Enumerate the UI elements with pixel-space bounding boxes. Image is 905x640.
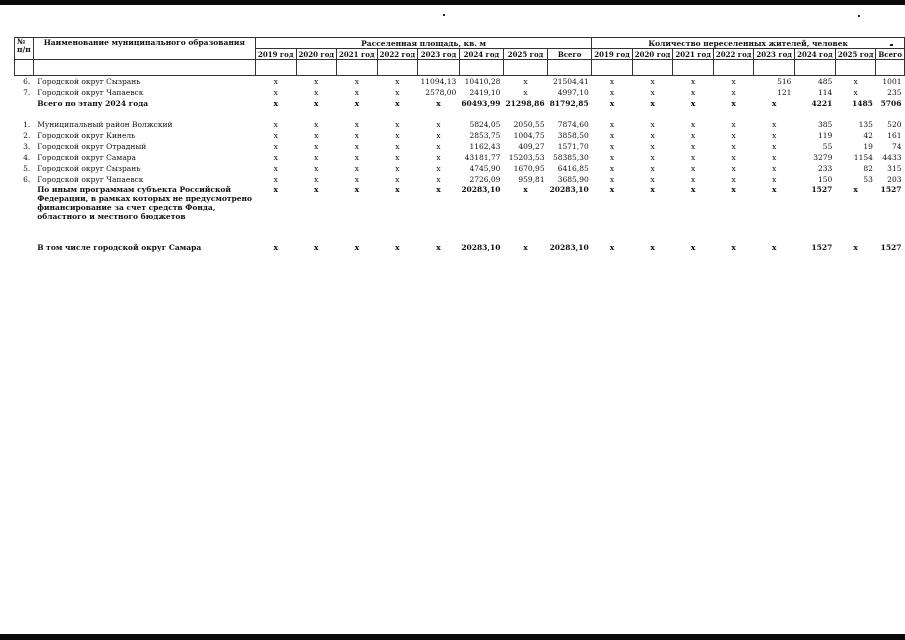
cell-area: 2050,55 [513, 120, 545, 129]
cell-area: х [395, 88, 400, 97]
cell-area: х [436, 185, 441, 194]
header-spacer-cell [754, 60, 795, 76]
cell-people: х [690, 142, 696, 151]
cell-people: х [731, 153, 736, 162]
scan-speck [858, 15, 860, 17]
cell-area: 6416,85 [557, 164, 589, 173]
cell-area: х [395, 185, 400, 194]
cell-area: 1571,70 [557, 142, 589, 151]
cell-people: х [609, 99, 615, 108]
row-municipality-name: Всего по этапу 2024 года [37, 99, 149, 108]
cell-people: х [650, 142, 655, 151]
resettlement-table [14, 37, 905, 253]
header-people-year: Всего [876, 49, 905, 60]
cell-people: х [731, 99, 736, 108]
cell-people: х [609, 77, 615, 86]
header-area-year: 2025 год [503, 49, 547, 60]
cell-people: х [650, 88, 655, 97]
cell-people: х [609, 131, 615, 140]
cell-people: 485 [818, 77, 833, 86]
header-spacer-cell [632, 60, 673, 76]
cell-area: х [314, 131, 319, 140]
header-spacer-cell [503, 60, 547, 76]
cell-area: х [314, 175, 319, 184]
cell-area: х [354, 77, 359, 86]
row-number [15, 98, 34, 109]
cell-people: х [772, 153, 777, 162]
cell-area: х [273, 164, 278, 173]
header-municipality: Наименование муниципального образования [33, 38, 255, 60]
cell-people: 5706 [880, 99, 902, 108]
row-municipality-name: Городской округ Сызрань [37, 77, 141, 86]
cell-people: х [650, 153, 655, 162]
cell-area: 3858,50 [557, 131, 589, 140]
cell-area: х [273, 175, 278, 184]
cell-people: 42 [863, 131, 873, 140]
cell-area: х [273, 185, 278, 194]
cell-area: 3685,90 [557, 175, 589, 184]
row-municipality-name: По иным программам субъекта Российской Федерации, в рамках которых не предусмотрено финансирование за счет средств Фонда, областного и местного бюджетов [37, 185, 252, 221]
cell-people: х [650, 77, 655, 86]
header-area-group: Расселенная площадь, кв. м [255, 38, 591, 49]
row-municipality-name: Городской округ Сызрань [37, 164, 141, 173]
cell-area: 81792,85 [549, 99, 589, 108]
cell-people: 135 [858, 120, 873, 129]
cell-area: х [273, 99, 278, 108]
cell-area: х [436, 242, 441, 252]
cell-area: 2853,75 [469, 131, 501, 140]
table-row [15, 152, 905, 163]
header-spacer-cell [15, 60, 34, 76]
header-people-year: 2019 год [592, 49, 633, 60]
row-municipality-name: Городской округ Чапаевск [37, 175, 144, 184]
cell-people: 315 [887, 164, 902, 173]
header-spacer-row [15, 60, 905, 76]
cell-people: х [772, 142, 777, 151]
header-area-year: Всего [548, 49, 592, 60]
cell-area: 4997,10 [557, 88, 589, 97]
cell-area: х [523, 77, 528, 86]
cell-people: х [731, 242, 736, 252]
cell-area: х [314, 153, 319, 162]
cell-people: х [772, 120, 777, 129]
cell-area: 1162,43 [469, 142, 501, 151]
cell-area: х [314, 142, 319, 151]
cell-people: х [690, 120, 696, 129]
cell-people: х [690, 88, 696, 97]
cell-area: х [395, 77, 400, 86]
cell-people: х [772, 131, 777, 140]
cell-area: 409,27 [518, 142, 545, 151]
cell-people: 516 [777, 77, 792, 86]
cell-area: 21504,41 [552, 77, 589, 86]
cell-people: х [690, 99, 696, 108]
cell-people: х [771, 185, 777, 194]
table-body [15, 76, 905, 254]
header-area-year: 2023 год [418, 49, 460, 60]
cell-area: 60493,99 [461, 99, 501, 108]
header-spacer-cell [713, 60, 754, 76]
scan-top-edge [0, 0, 905, 5]
cell-people: х [772, 175, 777, 184]
cell-area: 7874,60 [557, 120, 589, 129]
cell-people: 1485 [852, 99, 873, 108]
header-people-year: 2021 год [673, 49, 714, 60]
cell-area: х [354, 175, 359, 184]
header-people-group: Количество переселенных жителей, человек [592, 38, 905, 49]
cell-people: х [609, 142, 615, 151]
header-spacer-cell [255, 60, 296, 76]
cell-people: 1527 [811, 185, 833, 194]
table-row [15, 109, 905, 130]
cell-people: 74 [891, 142, 902, 151]
header-people-year: 2022 год [713, 49, 754, 60]
header-spacer-cell [673, 60, 714, 76]
cell-area: 11094,13 [420, 77, 457, 86]
cell-area: 15203,53 [508, 153, 545, 162]
cell-area: 5824,05 [469, 120, 501, 129]
cell-area: х [314, 77, 319, 86]
cell-people: х [650, 175, 655, 184]
cell-people: х [853, 77, 858, 86]
cell-people: х [690, 77, 696, 86]
cell-area: х [523, 185, 528, 194]
cell-people: 4433 [882, 153, 902, 162]
cell-area: х [395, 175, 400, 184]
cell-people: х [731, 164, 736, 173]
cell-people: х [650, 185, 655, 194]
table-row [15, 174, 905, 185]
cell-people: 3279 [813, 153, 833, 162]
header-area-year: 2021 год [337, 49, 378, 60]
cell-people: х [853, 242, 858, 252]
cell-people: х [771, 99, 777, 108]
table-row [15, 185, 905, 241]
cell-area: х [354, 88, 359, 97]
cell-area: х [523, 242, 528, 252]
cell-people: х [690, 131, 696, 140]
cell-people: х [731, 88, 736, 97]
cell-people: 1527 [880, 185, 902, 194]
scan-speck [443, 14, 445, 16]
row-municipality-name: Муниципальный район Волжский [37, 120, 173, 129]
cell-area: 2578,00 [425, 88, 457, 97]
cell-people: х [771, 242, 777, 252]
row-municipality-name: Городской округ Кинель [37, 131, 136, 140]
cell-area: х [354, 185, 360, 194]
cell-people: х [690, 242, 696, 252]
cell-area: 2419,10 [469, 88, 501, 97]
cell-area: х [354, 153, 359, 162]
row-number: 7. [23, 88, 31, 97]
cell-area: х [395, 164, 400, 173]
cell-people: х [650, 99, 655, 108]
table-row [15, 76, 905, 88]
header-spacer-cell [377, 60, 418, 76]
header-area-year: 2020 год [296, 49, 337, 60]
header-people-year: 2023 год [754, 49, 795, 60]
row-number: 3. [23, 142, 31, 151]
cell-people: 121 [777, 88, 792, 97]
cell-area: х [314, 164, 319, 173]
row-number: 5. [23, 164, 31, 173]
cell-people: х [853, 185, 858, 194]
header-area-year: 2022 год [377, 49, 418, 60]
cell-people: х [690, 153, 696, 162]
header-spacer-cell [33, 60, 255, 76]
table-row [15, 87, 905, 98]
cell-area: х [273, 153, 278, 162]
cell-area: 959,81 [518, 175, 545, 184]
cell-area: 4745,90 [469, 164, 501, 173]
cell-people: 1001 [882, 77, 902, 86]
cell-people: х [650, 164, 655, 173]
row-municipality-name: Городской округ Чапаевск [37, 88, 144, 97]
cell-area: х [395, 142, 400, 151]
cell-people: х [731, 120, 736, 129]
cell-people: 114 [818, 88, 833, 97]
cell-area: х [273, 142, 278, 151]
cell-area: х [436, 131, 441, 140]
cell-area: х [354, 120, 359, 129]
header-spacer-cell [337, 60, 378, 76]
header-spacer-cell [835, 60, 876, 76]
cell-area: х [354, 242, 360, 252]
row-number: 1. [23, 120, 31, 129]
cell-people: х [609, 175, 615, 184]
header-spacer-cell [296, 60, 337, 76]
header-people-year: 2025 год [835, 49, 876, 60]
table-row [15, 241, 905, 253]
table-header [15, 38, 905, 76]
header-area-year: 2024 год [459, 49, 503, 60]
row-number: 4. [23, 153, 31, 162]
table-row [15, 98, 905, 109]
table-row [15, 141, 905, 152]
cell-people: х [609, 88, 615, 97]
cell-area: х [273, 77, 278, 86]
cell-area: 21298,86 [505, 99, 545, 108]
cell-people: 161 [887, 131, 902, 140]
cell-people: х [609, 185, 615, 194]
cell-area: х [436, 99, 441, 108]
cell-area: 1004,75 [513, 131, 545, 140]
cell-area: х [354, 99, 360, 108]
scan-bottom-edge [0, 634, 905, 640]
row-number: 2. [23, 131, 31, 140]
cell-people: х [690, 164, 696, 173]
row-number: 6. [23, 175, 31, 184]
cell-area: х [436, 142, 441, 151]
cell-area: х [436, 164, 441, 173]
cell-people: х [731, 131, 736, 140]
cell-area: х [436, 120, 441, 129]
cell-area: х [395, 242, 400, 252]
cell-people: х [609, 242, 615, 252]
cell-area: х [395, 131, 400, 140]
cell-people: 53 [863, 175, 873, 184]
cell-area: х [314, 185, 319, 194]
cell-people: 119 [818, 131, 833, 140]
cell-area: х [395, 99, 400, 108]
cell-area: х [314, 242, 319, 252]
cell-people: х [731, 77, 736, 86]
header-spacer-cell [794, 60, 835, 76]
cell-people: х [650, 242, 655, 252]
header-spacer-cell [548, 60, 592, 76]
cell-area: х [354, 131, 359, 140]
cell-area: х [354, 164, 359, 173]
cell-people: х [609, 120, 615, 129]
cell-area: х [395, 120, 400, 129]
cell-area: 20283,10 [461, 242, 501, 252]
cell-area: х [523, 88, 528, 97]
cell-area: х [436, 153, 441, 162]
cell-people: х [772, 164, 777, 173]
cell-people: 385 [818, 120, 833, 129]
cell-people: х [731, 185, 736, 194]
cell-people: 1527 [811, 242, 833, 252]
cell-people: х [731, 175, 736, 184]
cell-people: х [609, 153, 615, 162]
row-municipality-name: В том числе городской округ Самара [37, 242, 202, 252]
cell-area: 43181,77 [464, 153, 501, 162]
cell-area: х [436, 175, 441, 184]
cell-area: 2726,09 [469, 175, 501, 184]
cell-area: 20283,10 [461, 185, 501, 194]
cell-area: х [354, 142, 359, 151]
cell-people: 4221 [811, 99, 833, 108]
header-area-year: 2019 год [255, 49, 296, 60]
header-spacer-cell [592, 60, 633, 76]
cell-people: х [609, 164, 615, 173]
cell-area: х [273, 131, 278, 140]
header-people-year: 2020 год [632, 49, 673, 60]
cell-people: х [650, 131, 655, 140]
cell-people: 520 [887, 120, 902, 129]
cell-people: х [690, 185, 696, 194]
cell-people: 235 [887, 88, 902, 97]
cell-area: х [314, 88, 319, 97]
cell-people: 19 [863, 142, 873, 151]
cell-area: х [273, 120, 278, 129]
header-number: № п/п [15, 38, 34, 60]
cell-people: 82 [863, 164, 873, 173]
cell-area: 1670,95 [513, 164, 545, 173]
header-spacer-cell [418, 60, 460, 76]
cell-area: х [395, 153, 400, 162]
cell-area: 20283,10 [549, 185, 589, 194]
row-number: 6. [23, 77, 31, 86]
cell-people: 233 [818, 164, 833, 173]
cell-area: 58385,30 [552, 153, 589, 162]
header-people-year: 2024 год [794, 49, 835, 60]
cell-area: х [273, 242, 278, 252]
header-spacer-cell [876, 60, 905, 76]
cell-people: 1154 [853, 153, 873, 162]
cell-area: 10410,28 [464, 77, 501, 86]
cell-area: 20283,10 [549, 242, 589, 252]
cell-area: х [314, 99, 319, 108]
cell-people: х [690, 175, 696, 184]
cell-people: 1527 [880, 242, 902, 252]
cell-people: х [650, 120, 655, 129]
cell-people: х [731, 142, 736, 151]
cell-people: 203 [887, 175, 902, 184]
cell-people: 55 [822, 142, 833, 151]
cell-people: 150 [818, 175, 833, 184]
row-municipality-name: Городской округ Самара [37, 153, 136, 162]
cell-area: х [273, 88, 278, 97]
table-row [15, 163, 905, 174]
cell-people: х [853, 88, 858, 97]
cell-area: х [314, 120, 319, 129]
row-municipality-name: Городской округ Отрадный [37, 142, 147, 151]
row-number [15, 185, 34, 241]
table-row [15, 130, 905, 141]
row-number [15, 241, 34, 253]
header-spacer-cell [459, 60, 503, 76]
